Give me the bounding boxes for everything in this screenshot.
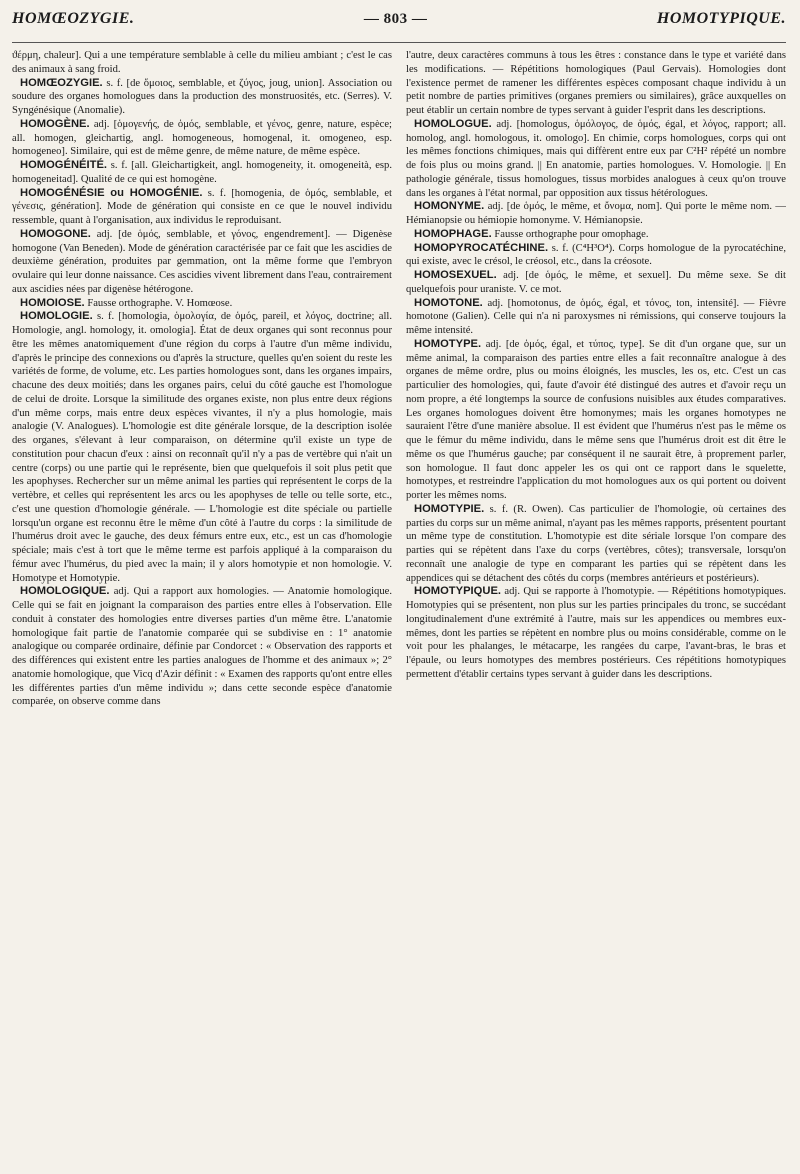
entry-headword: HOMONYME. bbox=[414, 200, 485, 213]
entry-definition: l'autre, deux caractères communs à tous les êtres : constance dans le type et variété dans les modifications. — Répétitions homologiques (Paul Gervais). Homologies dont l'existence permet de ramener les différentes espèces composant chaque individu à un petit nombre de parties primitives (organes premiers ou similaires), grâce auxquelles on peut établir un certain nombre de types servant à guider l'esprit dans les descriptions. bbox=[406, 50, 786, 116]
dictionary-entry bbox=[406, 242, 786, 270]
entry-definition: adj. [de ὁμός, semblable, et γόνος, engendrement]. — Digenèse homogone (Van Beneden). Mode de génération caractérisée par ce fait que les ascidies de deuxième génération, produites par gemmation, ont la même forme que l'embryon ovulaire qui leur donne naissance. Ces ascidies vivent librement dans l'eau, contrairement aux ascidies nées par digenèse hétérogone. bbox=[12, 228, 392, 295]
header-left-guide-word: HOMŒOZYGIE. bbox=[12, 10, 135, 27]
dictionary-entry bbox=[406, 585, 786, 681]
entry-definition: s. f. (C⁴H³O⁴). Corps homologue de la pyrocatéchine, qui existe, avec le crésol, le créosol, etc., dans la créosote. bbox=[406, 242, 786, 268]
dictionary-entry bbox=[12, 187, 392, 228]
dictionary-entry bbox=[12, 118, 392, 159]
entry-definition: adj. [ὁμογενής, de ὁμός, semblable, et γένος, genre, nature, espèce; all. homogen, gleichartig, angl. homogeneous, homogenal, it. omogeneo, esp. homogeneo]. Similaire, qui est de même genre, de même nature, de même espèce. bbox=[12, 118, 392, 158]
entry-definition: Fausse orthographe pour omophage. bbox=[494, 228, 649, 240]
dictionary-entry bbox=[12, 310, 392, 585]
entry-headword: HOMŒOZYGIE. bbox=[20, 76, 103, 89]
entry-headword: HOMOGONE. bbox=[20, 227, 91, 240]
entry-definition: adj. [de ὁμός, le même, et ὄνομα, nom]. Qui porte le même nom. — Hémianopsie ou hémiopie homonyme. V. Hémianopsie. bbox=[406, 201, 786, 226]
entry-definition: s. f. [homologia, ὁμολογία, de ὁμός, pareil, et λόγος, doctrine; all. Homologie, angl. homology, it. omologia]. État de deux organes qui sont reconnus pour être les mêmes anatomiquement d'une région du corps à l'autre d'un même individu, d'après le principe des connexions ou d'après la structure, quelles qu'en soient du reste les variétés de forme, de volume, etc. Les parties homologues sont, dans les organes impairs, chacune des deux moitiés; dans les organes pairs, celui du côté gauche est l'homologue de celui de droite. Lorsque la similitude des organes existe, non plus entre deux régions d'un même corps, mais entre deux espèces vivantes, il n'y a plus homologie, mais analogie (V. Analogues). L'homologie est dite générale lorsque, de la description isolée des organes, s'élevant à leur comparaison, on détermine qu'il existe un type de constitution pour chacun d'eux : ainsi on reconnaît qu'il n'y a pas de vertèbre qui n'ait un centre (corps) ou une partie qui le représente, bien que quelquefois il soit plus petit que les apophyses. Rechercher sur un même animal les parties qui représentent le corps de la vertèbre, et celles qui représentent les arcs ou les apophyses de telle ou telle sorte, etc., c'est une question d'homologie générale. — L'homologie est dite spéciale ou partielle lorsqu'un organe est reconnu être le même d'un côté à l'autre du corps : la similitude de l'humérus droit avec le gauche, des deux fémurs entre eux, etc., est un cas d'homologie spéciale; mais c'est à tort que le même terme est parfois appliqué à la comparaison du fémur avec l'humérus, du pied avec la main; il y alors homotypie et non homologie. V. Homotype et Homotypie. bbox=[12, 311, 392, 584]
entry-headword: HOMOSEXUEL. bbox=[414, 269, 497, 281]
entry-headword: HOMOTYPE. bbox=[414, 337, 482, 350]
page-header bbox=[12, 10, 786, 43]
entry-headword: HOMOTYPIQUE. bbox=[414, 585, 502, 598]
dictionary-entry bbox=[406, 118, 786, 201]
entry-headword: HOMOTONE. bbox=[414, 296, 483, 309]
dictionary-entry bbox=[406, 49, 786, 118]
dictionary-entry bbox=[12, 159, 392, 187]
entry-headword: HOMOIOSE. bbox=[20, 296, 85, 309]
header-right-guide-word: HOMOTYPIQUE. bbox=[656, 10, 786, 27]
dictionary-entry bbox=[12, 585, 392, 709]
entry-definition: s. f. [homogenia, de ὁμός, semblable, et γένεσις, génération]. Mode de génération qui consiste en ce que le nouvel individu ressemble, quant à l'organisation, aux individus le reproduisant. bbox=[12, 187, 392, 226]
entry-definition: s. f. [all. Gleichartigkeit, angl. homogeneity, it. omogeneità, esp. homogeneitad]. Qualité de ce qui est homogène. bbox=[12, 160, 392, 185]
dictionary-entry bbox=[406, 338, 786, 503]
entry-definition: adj. [homologus, ὁμόλογος, de ὁμός, égal, et λόγος, rapport; all. homolog, angl. homologous, it. omologo]. En chimie, corps homologues, corps qui ont les mêmes fonctions chimiques, mais qui diffèrent entre eux par C²H² répété un nombre de fois plus ou moins grand. || En anatomie, parties homologues. V. Homologie. || En pathologie générale, tissus homologues, tissus morbides analogues à ceux qu'on trouve dans les organes à l'état normal, par opposition aux tissus hétérologues. bbox=[406, 118, 786, 199]
entry-headword: HOMOLOGUE. bbox=[414, 117, 492, 130]
left-column bbox=[12, 49, 392, 1169]
entry-headword: HOMOGÉNÉITÉ. bbox=[20, 159, 108, 171]
entry-headword: HOMOPYROCATÉCHINE. bbox=[414, 241, 549, 254]
dictionary-entry bbox=[12, 49, 392, 77]
entry-headword: HOMOGÈNE. bbox=[20, 117, 90, 130]
right-column bbox=[406, 49, 786, 1169]
dictionary-entry bbox=[12, 77, 392, 118]
entry-definition: adj. Qui a rapport aux homologies. — Anatomie homologique. Celle qui se fait en joignant la comparaison des parties entre elles à l'observation. Elle conduit à constater des homologies entre diverses parties d'un même être. L'anatomie homologique fait partie de l'anatomie comparée qui se subdivise en : 1° anatomie analogique ou comparée ordinaire, définie par Condorcet : « Observation des rapports et des différences qui existent entre les parties analogues de l'homme et des animaux »; 2° anatomie homologique, que Vicq d'Azir définit : « Examen des rapports qu'ont entre elles les différentes parties d'un même individu »; dans cette seconde espèce d'anatomie comparée, on observe comme dans bbox=[12, 586, 392, 708]
dictionary-entry bbox=[406, 228, 786, 242]
entry-definition: adj. Qui se rapporte à l'homotypie. — Répétitions homotypiques. Homotypies qui se présentent, non plus sur les parties principales du tronc, se succédant longitudinalement d'une extrémité à l'autre, mais sur les appendices ou membres eux-mêmes, dont les parties se répètent en nombre plus ou moins considérable, comme on le voit pour les phalanges, le métacarpe, les rangées du carpe, l'avant-bras, le bras et l'épaule, ou leurs homotypes des membres postérieurs. Ces répétitions homotypiques permettent d'établir certains types servant à guider dans les descriptions. bbox=[406, 586, 786, 680]
dictionary-entry bbox=[12, 228, 392, 297]
entry-definition: s. f. [de ὅμοιος, semblable, et ζύγος, joug, union]. Association ou soudure des organes homologues dans la production des monstruosités, etc. (Serres). V. Syngénésique (Anomalie). bbox=[12, 77, 392, 116]
entry-headword: HOMOGÉNÉSIE ou HOMOGÉNIE. bbox=[20, 186, 203, 199]
dictionary-entry bbox=[12, 297, 392, 311]
page-number: — 803 — bbox=[363, 11, 428, 27]
entry-definition: s. f. (R. Owen). Cas particulier de l'homologie, où certaines des parties du corps sur un même animal, n'ayant pas les mêmes rapports, présentent pourtant un même type de constitution. L'homotypie est dite sériale lorsque l'on compare des parties qui se répètent dans l'axe du corps (vertèbres, côtes); transversale, lorsqu'on reconnaît une analogie de type en comparant les parties qui se répètent dans les appendices qui se détachent des côtés du corps (membres antérieurs et postérieurs). bbox=[406, 503, 786, 584]
dictionary-entry bbox=[406, 297, 786, 338]
dictionary-entry bbox=[406, 269, 786, 297]
entry-headword: HOMOPHAGE. bbox=[414, 227, 492, 240]
dictionary-entry bbox=[406, 503, 786, 586]
entry-definition: adj. [de ὁμός, le même, et sexuel]. Du même sexe. Se dit quelquefois pour uraniste. V. ce mot. bbox=[406, 270, 786, 295]
entry-definition: Fausse orthographe. V. Homœose. bbox=[87, 297, 233, 309]
entry-headword: HOMOLOGIE. bbox=[20, 310, 93, 323]
entry-headword: HOMOTYPIE. bbox=[414, 502, 485, 515]
entry-definition: ϑέρμη, chaleur]. Qui a une température semblable à celle du milieu ambiant ; c'est le cas des animaux à sang froid. bbox=[12, 50, 392, 75]
entry-definition: adj. [de ὁμός, égal, et τύπος, type]. Se dit d'un organe que, sur un même animal, la comparaison des parties entre elles a fait reconnaître analogue à des organes de même ordre, plus ou moins éloignés, les muscles, les os, etc. C'est un cas particulier des homologies, qui, faute d'avoir été distingué des autres et d'avoir reçu un nom propre, a été longtemps la source de confusions nuisibles aux études comparatives. Les organes homologues doivent être homonymes; mais les organes homotypes ne sauraient l'être d'une manière absolue. Il est évident que l'humérus n'est pas le même os que le fémur du même individu, dans le même sens que l'humérus droit est dit être le même os que l'humérus gauche; par conséquent il ne saurait être, à proprement parler, son homologue. Il faut donc appeler les os qui ont ce rapport dans le squelette, homotypes, et restreindre l'application du mot homologues aux os qui portent ou doivent porter les mêmes noms. bbox=[406, 338, 786, 501]
entry-definition: adj. [homotonus, de ὁμός, égal, et τόνος, ton, intensité]. — Fièvre homotone (Galien). Celle qui n'a ni paroxysmes ni rémissions, qui conserve toujours la même intensité. bbox=[406, 297, 786, 336]
entry-headword: HOMOLOGIQUE. bbox=[20, 585, 110, 598]
dictionary-entry bbox=[406, 200, 786, 228]
